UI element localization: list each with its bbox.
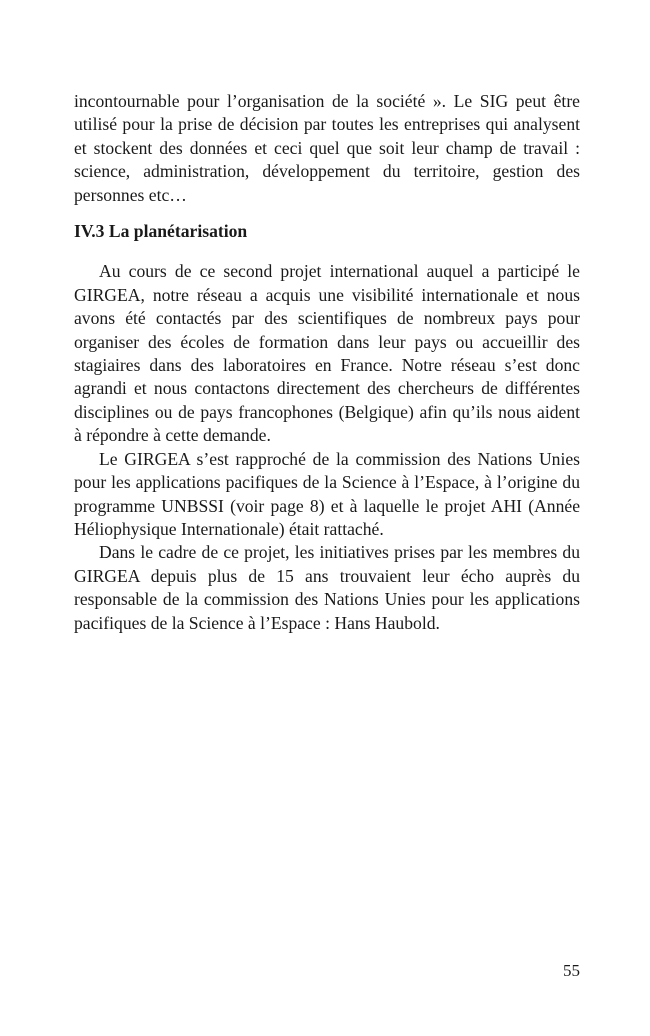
paragraph-1: Au cours de ce second projet international auquel a participé le GIRGEA, notre réseau a acquis une visibilité internationale et nous avons été contactés par des scientifiques de nombreux pays pour organiser des écoles de formation dans leur pays ou accueillir des stagiaires dans des laboratoires en France. Notre réseau s’est donc agrandi et nous contactons directement des chercheurs de différentes disciplines ou de pays francophones (Belgique) afin qu’ils nous aident à répondre à cette demande. <box>74 261 580 446</box>
paragraph-intro: incontournable pour l’organisation de la société ». Le SIG peut être utilisé pour la prise de décision par toutes les entreprises qui analysent et stockent des données et ceci quel que soit leur champ de travail : science, administration, développement du territoire, gestion des personnes etc… <box>74 91 580 205</box>
paragraph-2: Le GIRGEA s’est rapproché de la commission des Nations Unies pour les applications pacifiques de la Science à l’Espace, à l’origine du programme UNBSSI (voir page 8) et à laquelle le projet AHI (Année Héliophysique Internationale) était rattaché. <box>74 448 580 539</box>
paragraph-3: Dans le cadre de ce projet, les initiatives prises par les membres du GIRGEA depuis plus de 15 ans trouvaient leur écho auprès du responsable de la commission des Nations Unies pour les applications pacifiques de la Science à l’Espace : Hans Haubold. <box>74 542 580 633</box>
page-body <box>74 90 580 635</box>
page-number: 55 <box>563 961 580 980</box>
section-heading: IV.3 La planétarisation <box>74 221 248 242</box>
